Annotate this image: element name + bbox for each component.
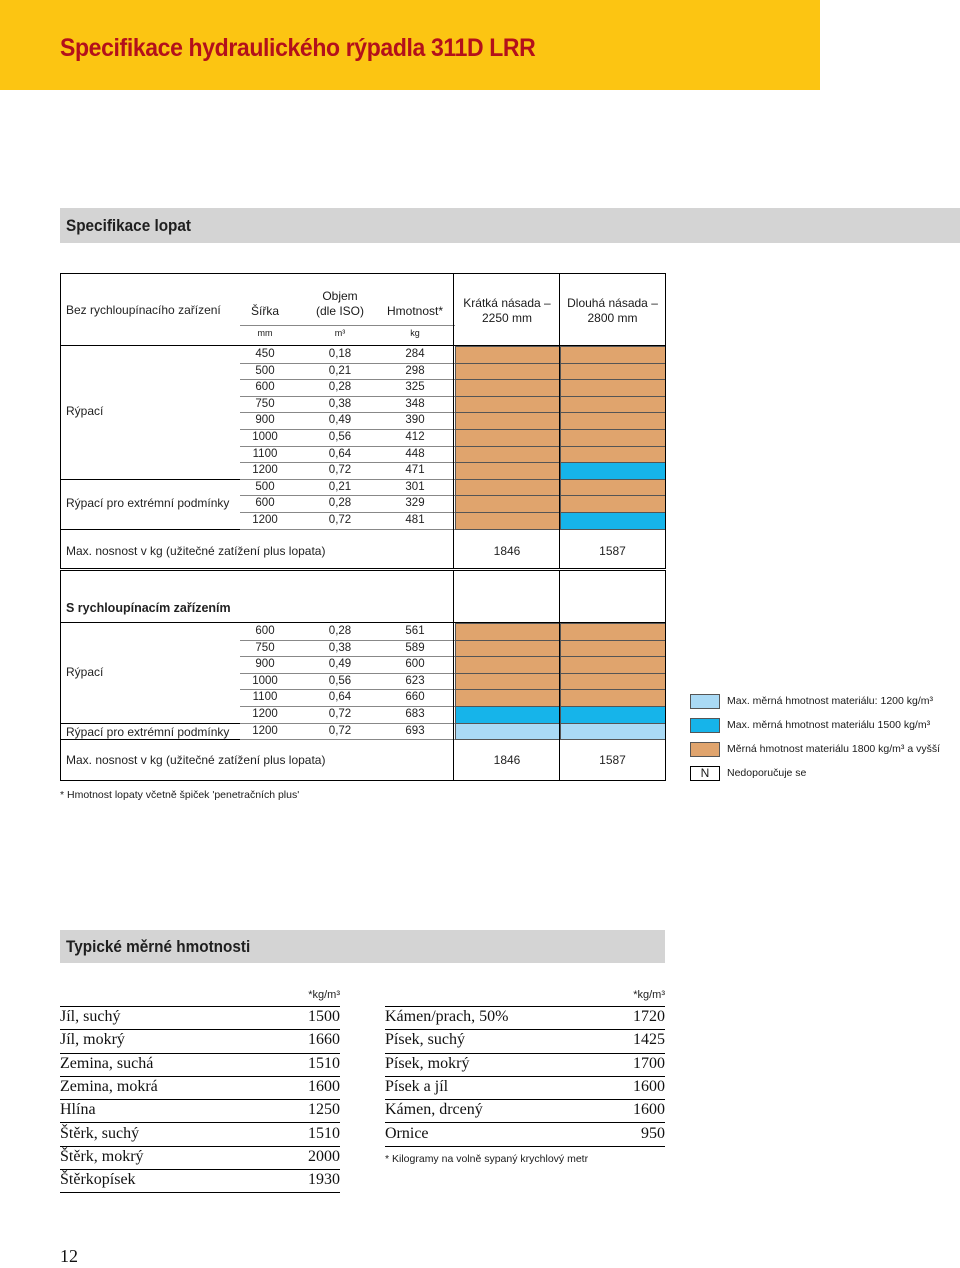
section-title-densities: Typické měrné hmotnosti xyxy=(66,937,251,956)
row-volume: 0,56 xyxy=(328,674,352,687)
legend-swatch-blue xyxy=(690,718,720,733)
density-value: 1600 xyxy=(308,1077,340,1095)
row-volume: 0,21 xyxy=(328,364,352,377)
row-volume: 0,28 xyxy=(328,381,352,394)
row-volume: 0,72 xyxy=(328,708,352,720)
cell-short-arm xyxy=(455,363,560,381)
density-value: 1425 xyxy=(633,1031,665,1049)
row-width: 1100 xyxy=(252,691,278,704)
row-rule xyxy=(240,689,455,690)
cell-short-arm xyxy=(455,346,560,364)
density-value: 1600 xyxy=(633,1077,665,1095)
cell-long-arm xyxy=(560,723,666,741)
row-rule xyxy=(240,656,455,657)
cell-long-arm xyxy=(560,396,666,414)
row-width: 1200 xyxy=(252,708,278,720)
row-width: 450 xyxy=(255,348,275,360)
density-rule xyxy=(385,1076,665,1077)
row-rule xyxy=(240,412,455,413)
col-weight-header: Hmotnost* xyxy=(386,304,444,318)
density-name: Kámen, drcený xyxy=(385,1101,483,1119)
frame-divider-long xyxy=(559,273,560,568)
density-name: Jíl, mokrý xyxy=(60,1031,125,1049)
row-weight: 298 xyxy=(405,364,425,377)
cell-long-arm xyxy=(560,689,666,707)
row-width: 500 xyxy=(255,480,275,493)
bucket-footnote: * Hmotnost lopaty včetně špiček 'penetračních plus' xyxy=(60,789,300,801)
density-rule xyxy=(60,1076,340,1077)
row-rule xyxy=(240,429,455,430)
row-weight: 448 xyxy=(405,447,425,460)
row-volume: 0,38 xyxy=(328,397,352,410)
row-rule xyxy=(240,479,455,480)
cell-short-arm xyxy=(455,462,560,480)
row-width: 600 xyxy=(255,625,275,637)
cell-short-arm xyxy=(455,379,560,397)
row-width: 1100 xyxy=(252,447,278,460)
row-weight: 561 xyxy=(405,625,425,637)
cell-long-arm xyxy=(560,640,666,658)
frame-bottom xyxy=(60,780,666,781)
row-width: 900 xyxy=(255,658,275,671)
density-name: Jíl, suchý xyxy=(60,1008,121,1025)
row-weight: 481 xyxy=(405,514,425,526)
row-weight: 683 xyxy=(405,708,425,720)
cell-long-arm xyxy=(560,656,666,674)
section-bar-buckets xyxy=(60,208,960,243)
max-capacity-short: 1846 xyxy=(493,753,521,767)
row-width: 750 xyxy=(255,641,275,654)
density-value: 1660 xyxy=(308,1031,340,1049)
row-weight: 301 xyxy=(405,480,425,493)
cell-short-arm xyxy=(455,689,560,707)
density-value: 1600 xyxy=(633,1101,665,1119)
density-name: Písek, mokrý xyxy=(385,1054,470,1072)
row-weight: 284 xyxy=(405,348,425,360)
unit-width: mm xyxy=(257,328,273,338)
frame-bottom xyxy=(60,568,666,569)
row-width: 1000 xyxy=(252,431,278,443)
cell-short-arm xyxy=(455,495,560,513)
row-volume: 0,72 xyxy=(328,464,352,477)
cell-long-arm xyxy=(560,446,666,464)
row-rule xyxy=(240,706,455,707)
row-weight: 329 xyxy=(405,497,425,510)
max-capacity-long: 1587 xyxy=(599,544,626,558)
density-rule xyxy=(385,1122,665,1123)
cell-long-arm xyxy=(560,706,666,724)
row-volume: 0,28 xyxy=(328,625,352,637)
cell-long-arm xyxy=(560,479,666,497)
col-volume-header-line2: (dle ISO) xyxy=(315,304,364,318)
page-number: 12 xyxy=(60,1246,78,1266)
cell-short-arm xyxy=(455,723,560,741)
row-weight: 348 xyxy=(405,397,425,410)
cell-short-arm xyxy=(455,673,560,691)
density-rule xyxy=(60,1192,340,1193)
unit-volume: m³ xyxy=(334,328,346,338)
group-rule xyxy=(60,479,240,480)
row-volume: 0,56 xyxy=(328,431,352,443)
legend-text: Nedoporučuje se xyxy=(727,767,807,779)
row-volume: 0,72 xyxy=(328,514,352,526)
cell-long-arm xyxy=(560,429,666,447)
cell-short-arm xyxy=(455,656,560,674)
legend-swatch-orange xyxy=(690,742,720,757)
row-volume: 0,28 xyxy=(328,497,352,510)
col-long-header-line2: 2800 mm xyxy=(587,311,638,325)
max-capacity-label: Max. nosnost v kg (užitečné zatížení plus lopata) xyxy=(66,544,326,558)
max-capacity-short: 1846 xyxy=(493,544,521,558)
density-name: Ornice xyxy=(385,1124,429,1142)
density-value: 1500 xyxy=(308,1008,340,1025)
row-rule xyxy=(240,723,455,724)
density-value: 1930 xyxy=(308,1171,340,1189)
row-width: 600 xyxy=(255,381,275,394)
row-width: 1200 xyxy=(252,464,278,477)
density-top-rule xyxy=(385,1006,665,1007)
cell-short-arm xyxy=(455,479,560,497)
page-title: Specifikace hydraulického rýpadla 311D LRR xyxy=(60,34,536,62)
row-volume: 0,21 xyxy=(328,480,352,493)
unit-weight: kg xyxy=(410,328,420,338)
density-rule xyxy=(385,1099,665,1100)
table1-top-rule xyxy=(60,273,666,274)
col-short-header-line1: Krátká násada – xyxy=(463,296,551,310)
legend-swatch-light xyxy=(690,694,720,709)
frame-divider-long xyxy=(559,570,560,780)
density-name: Hlína xyxy=(60,1101,96,1119)
cell-long-arm xyxy=(560,512,666,530)
cell-short-arm xyxy=(455,446,560,464)
cell-short-arm xyxy=(455,623,560,641)
cell-short-arm xyxy=(455,512,560,530)
density-name: Zemina, mokrá xyxy=(60,1077,158,1095)
group-label: Rýpací xyxy=(66,404,104,419)
row-rule xyxy=(240,495,455,496)
density-top-rule xyxy=(60,1006,340,1007)
density-name: Štěrk, mokrý xyxy=(60,1147,144,1165)
row-weight: 660 xyxy=(405,691,425,704)
row-width: 750 xyxy=(255,397,275,410)
density-rule xyxy=(385,1029,665,1030)
density-value: 1250 xyxy=(308,1101,340,1119)
row-width: 1200 xyxy=(252,724,278,737)
row-width: 500 xyxy=(255,364,275,377)
group-rule xyxy=(60,723,240,724)
group-label: Rýpací pro extrémní podmínky xyxy=(66,495,230,510)
frame-divider-short xyxy=(453,570,454,780)
density-rule xyxy=(60,1029,340,1030)
row-weight: 325 xyxy=(405,381,425,394)
density-name: Zemina, suchá xyxy=(60,1054,154,1072)
density-name: Písek, suchý xyxy=(385,1031,465,1049)
cell-short-arm xyxy=(455,706,560,724)
col-short-header-line2: 2250 mm xyxy=(481,311,533,325)
density-value: 1700 xyxy=(633,1054,665,1072)
row-volume: 0,64 xyxy=(328,447,352,460)
row-volume: 0,18 xyxy=(328,348,352,360)
density-name: Kámen/prach, 50% xyxy=(385,1008,509,1025)
density-note: * Kilogramy na volně sypaný krychlový metr xyxy=(385,1153,589,1165)
cell-short-arm xyxy=(455,412,560,430)
density-value: 950 xyxy=(641,1124,665,1142)
row-rule xyxy=(240,739,455,740)
group-label: Rýpací xyxy=(66,664,104,679)
cell-long-arm xyxy=(560,462,666,480)
row-weight: 623 xyxy=(405,674,425,687)
row-weight: 693 xyxy=(405,724,425,737)
row-rule xyxy=(240,379,455,380)
group-rule xyxy=(60,739,240,740)
group-rule xyxy=(60,529,240,530)
col-volume-header-line1: Objem xyxy=(322,289,358,303)
row-rule xyxy=(240,446,455,447)
density-unit-right: *kg/m³ xyxy=(633,989,665,1001)
cell-long-arm xyxy=(560,495,666,513)
density-value: 1720 xyxy=(633,1008,665,1025)
cell-short-arm xyxy=(455,640,560,658)
density-name: Štěrk, suchý xyxy=(60,1124,140,1142)
table1-row-header: Bez rychloupínacího zařízení xyxy=(66,303,221,317)
row-weight: 589 xyxy=(405,641,425,654)
row-width: 1200 xyxy=(252,514,278,526)
cell-short-arm xyxy=(455,396,560,414)
cell-long-arm xyxy=(560,346,666,364)
legend-text: Max. měrná hmotnost materiálu: 1200 kg/m³ xyxy=(727,695,934,707)
density-rule xyxy=(60,1122,340,1123)
cell-short-arm xyxy=(455,429,560,447)
density-value: 1510 xyxy=(308,1124,340,1142)
cell-long-arm xyxy=(560,412,666,430)
frame-right xyxy=(665,273,666,568)
density-rule xyxy=(385,1146,665,1147)
row-volume: 0,49 xyxy=(328,414,352,427)
row-weight: 471 xyxy=(405,464,425,477)
table2-title: S rychloupínacím zařízením xyxy=(66,601,231,615)
row-volume: 0,38 xyxy=(328,641,352,654)
row-width: 600 xyxy=(255,497,275,510)
row-rule xyxy=(240,396,455,397)
row-weight: 412 xyxy=(405,431,425,443)
legend-text: Max. měrná hmotnost materiálu 1500 kg/m³ xyxy=(727,719,931,731)
max-capacity-long: 1587 xyxy=(599,753,626,767)
row-weight: 600 xyxy=(405,658,425,671)
table2-top-rule xyxy=(60,570,666,571)
cell-long-arm xyxy=(560,623,666,641)
density-unit-left: *kg/m³ xyxy=(308,989,340,1001)
density-value: 2000 xyxy=(308,1147,340,1165)
section-title-buckets: Specifikace lopat xyxy=(66,216,192,235)
table1-unit-rule xyxy=(240,325,455,326)
density-value: 1510 xyxy=(308,1054,340,1072)
col-width-header: Šířka xyxy=(250,304,279,318)
cell-long-arm xyxy=(560,379,666,397)
row-width: 900 xyxy=(255,414,275,427)
row-rule xyxy=(240,640,455,641)
frame-right xyxy=(665,570,666,780)
row-rule xyxy=(240,363,455,364)
group-label: Rýpací pro extrémní podmínky xyxy=(66,724,230,739)
density-rule xyxy=(60,1169,340,1170)
max-capacity-label: Max. nosnost v kg (užitečné zatížení plus lopata) xyxy=(66,753,326,767)
row-rule xyxy=(240,512,455,513)
row-rule xyxy=(240,673,455,674)
cell-long-arm xyxy=(560,363,666,381)
frame-left xyxy=(60,570,61,780)
row-volume: 0,72 xyxy=(328,724,352,737)
legend-swatch-not-recommended: N xyxy=(690,766,720,781)
cell-long-arm xyxy=(560,673,666,691)
frame-left xyxy=(60,273,61,568)
density-name: Písek a jíl xyxy=(385,1077,449,1095)
frame-divider-short xyxy=(453,273,454,568)
legend-text: Měrná hmotnost materiálu 1800 kg/m³ a vyšší xyxy=(727,743,941,755)
row-weight: 390 xyxy=(405,414,425,427)
density-rule xyxy=(60,1099,340,1100)
density-name: Štěrkopísek xyxy=(60,1171,136,1189)
row-volume: 0,64 xyxy=(328,691,352,704)
row-volume: 0,49 xyxy=(328,658,352,671)
row-width: 1000 xyxy=(252,674,278,687)
col-long-header-line1: Dlouhá násada – xyxy=(567,296,658,310)
row-rule xyxy=(240,462,455,463)
row-rule xyxy=(240,529,455,530)
